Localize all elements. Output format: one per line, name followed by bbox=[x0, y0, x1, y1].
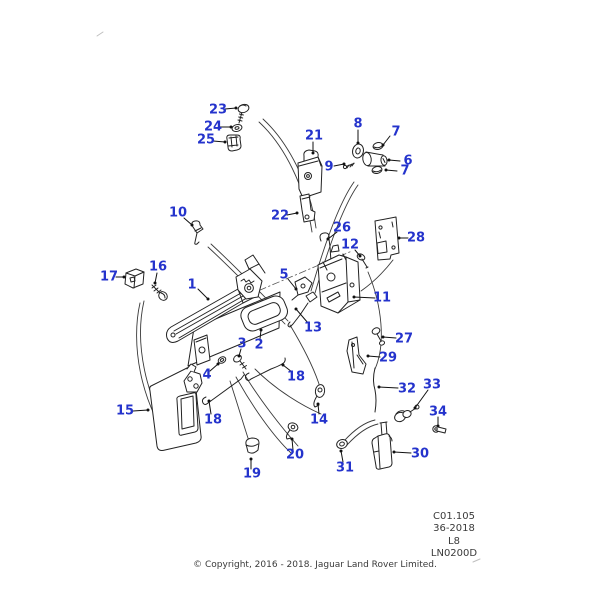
leader-dot-20 bbox=[291, 438, 294, 441]
callout-12: 12 bbox=[340, 237, 360, 253]
callout-15: 15 bbox=[115, 403, 135, 419]
leader-dot-7 bbox=[382, 144, 385, 147]
title-block bbox=[404, 511, 504, 560]
callout-11: 11 bbox=[372, 290, 392, 306]
leader-dot-21 bbox=[312, 152, 315, 155]
leader-dot-13 bbox=[295, 308, 298, 311]
callout-18: 18 bbox=[203, 412, 223, 428]
part-19-knob-drawing bbox=[246, 438, 259, 453]
callout-14: 14 bbox=[309, 412, 329, 428]
callout-22: 22 bbox=[270, 208, 290, 224]
leader-dot-18 bbox=[208, 400, 211, 403]
leader-line-6 bbox=[389, 160, 400, 161]
leader-line-7 bbox=[383, 136, 390, 145]
leader-line-1 bbox=[198, 289, 208, 299]
leader-dot-33 bbox=[414, 407, 417, 410]
callout-17: 17 bbox=[99, 269, 119, 285]
callout-16: 16 bbox=[148, 259, 168, 275]
part-6-lock-cylinder-drawing bbox=[362, 152, 388, 166]
callout-7: 7 bbox=[391, 124, 401, 140]
leader-dot-24 bbox=[230, 126, 233, 129]
sheet-code: 36-2018 bbox=[433, 523, 475, 535]
leader-line-9 bbox=[334, 164, 344, 166]
leader-dot-23 bbox=[235, 107, 238, 110]
copyright-text: © Copyright, 2016 - 2018. Jaguar Land Rover Limited. bbox=[193, 560, 437, 570]
catalog-code: C01.105 bbox=[433, 511, 475, 522]
diagram-artwork bbox=[125, 103, 446, 469]
leader-line-16 bbox=[155, 273, 157, 283]
callout-13: 13 bbox=[303, 320, 323, 336]
leader-line-5 bbox=[288, 279, 296, 289]
callout-33: 33 bbox=[422, 377, 442, 393]
part-7-clip-bottom-drawing bbox=[371, 166, 382, 175]
leader-dot-17 bbox=[123, 276, 126, 279]
leader-dot-26 bbox=[327, 238, 330, 241]
leader-dot-18 bbox=[282, 364, 285, 367]
leader-dot-6 bbox=[388, 159, 391, 162]
part-14-grommet-drawing bbox=[314, 384, 326, 407]
leader-dot-27 bbox=[382, 336, 385, 339]
callout-24: 24 bbox=[203, 119, 223, 135]
part-16-screw-drawing bbox=[152, 285, 169, 302]
callout-29: 29 bbox=[378, 350, 398, 366]
part-32-rod-drawing bbox=[374, 368, 377, 412]
callout-27: 27 bbox=[394, 331, 414, 347]
leader-dot-1 bbox=[207, 298, 210, 301]
callout-3: 3 bbox=[237, 336, 247, 352]
callout-30: 30 bbox=[410, 446, 430, 462]
callout-9: 9 bbox=[324, 159, 334, 175]
part-34-rivet-drawing bbox=[433, 426, 446, 433]
leader-dot-3 bbox=[238, 355, 241, 358]
part-10-clip-drawing bbox=[192, 221, 203, 244]
callout-34: 34 bbox=[428, 404, 448, 420]
leader-dot-4 bbox=[217, 363, 220, 366]
part-24-washer-drawing bbox=[231, 123, 242, 132]
leader-dot-29 bbox=[367, 355, 370, 358]
leader-dot-5 bbox=[295, 288, 298, 291]
leader-dot-11 bbox=[353, 296, 356, 299]
leader-dot-34 bbox=[437, 425, 440, 428]
callout-7: 7 bbox=[400, 163, 410, 179]
leader-line-15 bbox=[133, 410, 148, 411]
part-20-clip-drawing bbox=[286, 421, 299, 439]
callout-25: 25 bbox=[196, 132, 216, 148]
part-11-latch-drawing bbox=[318, 245, 360, 313]
callout-6: 6 bbox=[403, 153, 413, 169]
leader-line-7 bbox=[386, 170, 397, 171]
leader-dot-9 bbox=[343, 163, 346, 166]
leader-dot-7 bbox=[385, 169, 388, 172]
callout-labels bbox=[100, 103, 447, 482]
leader-dot-16 bbox=[154, 282, 157, 285]
callout-8: 8 bbox=[353, 116, 363, 132]
callout-5: 5 bbox=[279, 267, 289, 283]
callout-28: 28 bbox=[406, 230, 426, 246]
callout-2: 2 bbox=[254, 337, 264, 353]
callout-18: 18 bbox=[286, 369, 306, 385]
part-17-plug-drawing bbox=[125, 269, 144, 288]
leader-dot-15 bbox=[147, 409, 150, 412]
callout-10: 10 bbox=[168, 205, 188, 221]
callout-19: 19 bbox=[242, 466, 262, 482]
leader-line-30 bbox=[394, 452, 411, 453]
part-29-bracket-drawing bbox=[347, 337, 366, 374]
part-28-mounting-plate-drawing bbox=[375, 217, 399, 260]
callout-21: 21 bbox=[304, 128, 324, 144]
leader-dot-2 bbox=[260, 329, 263, 332]
callout-1: 1 bbox=[187, 277, 197, 293]
leader-dot-32 bbox=[378, 386, 381, 389]
part-23-screw-drawing bbox=[237, 103, 250, 123]
part-31-grommet-drawing bbox=[336, 438, 349, 450]
leader-dot-10 bbox=[191, 224, 194, 227]
callout-20: 20 bbox=[285, 447, 305, 463]
leader-dot-14 bbox=[317, 403, 320, 406]
leader-dot-8 bbox=[357, 142, 360, 145]
leader-dot-25 bbox=[224, 141, 227, 144]
leader-dot-19 bbox=[250, 458, 253, 461]
door-frame-curves bbox=[97, 32, 480, 562]
callout-32: 32 bbox=[397, 381, 417, 397]
part-15-trim-panel-drawing bbox=[150, 364, 202, 451]
model-code: L8 bbox=[448, 535, 460, 547]
leader-line-32 bbox=[379, 387, 398, 388]
leader-dot-22 bbox=[296, 212, 299, 215]
drawing-code: LN0200D bbox=[430, 547, 478, 559]
callout-31: 31 bbox=[335, 460, 355, 476]
part-18-rod-right-drawing bbox=[245, 358, 285, 381]
part-25-clip-drawing bbox=[227, 135, 241, 151]
callout-26: 26 bbox=[332, 220, 352, 236]
leader-line-33 bbox=[415, 390, 428, 408]
leader-dot-31 bbox=[340, 450, 343, 453]
part-22-bracket-drawing bbox=[300, 194, 315, 222]
callout-4: 4 bbox=[202, 367, 212, 383]
leader-dot-30 bbox=[393, 451, 396, 454]
part-30-actuator-drawing bbox=[372, 422, 392, 469]
leader-dot-12 bbox=[359, 255, 362, 258]
callout-23: 23 bbox=[208, 102, 228, 118]
leader-dot-28 bbox=[398, 237, 401, 240]
